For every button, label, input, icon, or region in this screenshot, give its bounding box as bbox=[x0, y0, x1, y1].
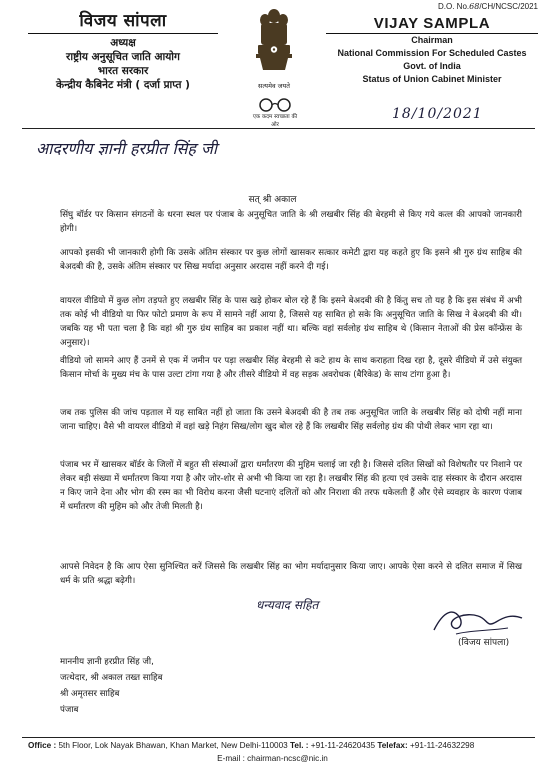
office-address: 5th Floor, Lok Nayak Bhawan, Khan Market, New Delhi-110003 bbox=[58, 741, 288, 750]
status-hindi: केन्द्रीय कैबिनेट मंत्री ( दर्जा प्राप्त ) bbox=[56, 79, 190, 91]
paragraph-3: वायरल वीडियो में कुछ लोग तड़पते हुए लखबीर सिंह के पास खड़े होकर बोल रहे हैं कि इसने बेअदबी की है किंतु सच तो यह है कि इस संबंध में अभी तक कोई भी वीडियो या फिर फोटो प्रमाण के रूप में सामने नहीं आया है, जिससे यह साबित हो सके कि अनुसूचित जाति के सिख ने बेअदबी की थी। जबकि यह भी पता चला है कि वहां श्री गुरु ग्रंथ साहिब का प्रकाश नहीं था। बल्कि वहां सर्वलोह ग्रंथ साहिब थे (किसान नेताओं की प्रेस कॉन्फ्रेंस के अनुसार)। bbox=[60, 296, 522, 348]
fax-label: Telefax: bbox=[377, 741, 408, 750]
govt-hindi: भारत सरकार bbox=[97, 65, 149, 77]
office-label: Office : bbox=[28, 741, 57, 750]
greeting: सत् श्री अकाल bbox=[248, 195, 297, 205]
footer-divider bbox=[22, 737, 535, 738]
letterhead-divider bbox=[22, 128, 535, 129]
fax-number: +91-11-24632298 bbox=[409, 741, 475, 750]
paragraph-6: पंजाब भर में खासकर बॉर्डर के जिलों में बहुत सी संस्थाओं द्वारा धर्मांतरण की मुहिम चलाई जा रही है। जिससे दलित सिखों को विशेषतौर पर निशाने पर लेकर बड़ी संख्या में धर्मांतरण किया गया है और जोर-शोर से अभी भी किया जा रहा है। लखबीर सिंह की हत्या एवं उसके दाह संस्कार के दौरान अरदास न किए जाने देना और भोग की रस्म का भी विरोध करना जैसी घटनाएं दलितों को और निराशा की तरफ धकेलती हैं और ऐसे व्यवहार के कारण पंजाब में धर्मांतरण की मुहिम को और तेजी मिलती है। bbox=[60, 460, 522, 512]
ref-prefix: D.O. No. bbox=[438, 2, 470, 11]
reference-number bbox=[326, 2, 538, 11]
govt-english: Govt. of India bbox=[403, 61, 461, 71]
paragraph-4: वीडियो जो सामने आए हैं उनमें से एक में जमीन पर पड़ा लखबीर सिंह बेरहमी से कटे हाथ के साथ कराहता दिख रहा है, दूसरे वीडियो में उसे संयुक्त किसान मोर्चा के मुख्य मंच के पास उल्टा टांगा गया है और तीसरे वीडियो में वह सड़क अवरोधक (बैरिकेड) के साथ टांगा हुआ है। bbox=[60, 356, 522, 380]
sender-name-english: VIJAY SAMPLA bbox=[326, 15, 538, 34]
closing: धन्यवाद सहित bbox=[256, 598, 319, 612]
recipient-address bbox=[60, 654, 163, 718]
recipient-line-1: माननीय ज्ञानी हरप्रीत सिंह जी, bbox=[60, 657, 154, 667]
ref-suffix: /CH/NCSC/2021 bbox=[479, 2, 538, 11]
status-english: Status of Union Cabinet Minister bbox=[362, 74, 502, 84]
salutation: आदरणीय ज्ञानी हरप्रीत सिंह जी bbox=[36, 139, 218, 158]
glasses-caption: एक कदम स्वच्छता की ओर bbox=[252, 114, 298, 128]
commission-english: National Commission For Scheduled Castes bbox=[337, 48, 527, 58]
emblem-motto: सत्यमेव जयते bbox=[258, 82, 290, 90]
designation-hindi: अध्यक्ष bbox=[110, 37, 136, 49]
footer-email: E-mail : chairman-ncsc@nic.in bbox=[217, 754, 328, 763]
sender-name-hindi: विजय सांपला bbox=[28, 8, 218, 34]
paragraph-2: आपको इसकी भी जानकारी होगी कि उसके अंतिम संस्कार पर कुछ लोगों खासकर सत्कार कमेटी द्वारा यह कहते हुए कि इसने श्री गुरु ग्रंथ साहिब की बेअदबी की है, उसके अंतिम संस्कार पर सिख मर्यादा अनुसार अरदास नहीं करने दी गई। bbox=[60, 248, 522, 272]
recipient-line-3: श्री अमृतसर साहिब bbox=[60, 689, 120, 699]
footer-contact bbox=[28, 741, 474, 750]
ref-number: 68 bbox=[469, 2, 480, 11]
letterhead-hindi bbox=[28, 8, 218, 92]
tel-label: Tel. : bbox=[290, 741, 309, 750]
paragraph-1: सिंघु बॉर्डर पर किसान संगठनों के धरना स्थल पर पंजाब के अनुसूचित जाति के श्री लखबीर सिंह की बेरहमी से किए गये कत्ल की आपको जानकारी होगी। bbox=[60, 210, 522, 234]
recipient-line-2: जत्थेदार, श्री अकाल तख्त साहिब bbox=[60, 673, 163, 683]
signer-name: (विजय सांपला) bbox=[458, 638, 510, 648]
recipient-line-4: पंजाब bbox=[60, 705, 79, 715]
glasses-graphic bbox=[255, 98, 295, 112]
swachh-bharat-glasses-icon bbox=[250, 98, 300, 128]
designation-english: Chairman bbox=[411, 35, 453, 45]
letterhead-english bbox=[326, 2, 538, 86]
paragraph-5: जब तक पुलिस की जांच पड़ताल में यह साबित नहीं हो जाता कि उसने बेअदबी की है तब तक अनुसूचित जाति के लखबीर सिंह को दोषी नहीं माना जाना चाहिए। वैसे भी वायरल वीडियो में वहां खड़े निहंग सिख/लोग खुद बोल रहे हैं कि लखबीर सिंह सर्वलोह ग्रंथ की पोथी लेकर भाग रहा था। bbox=[60, 408, 522, 432]
letter-date: 18/10/2021 bbox=[392, 106, 483, 122]
ashoka-emblem-graphic bbox=[252, 6, 296, 80]
commission-hindi: राष्ट्रीय अनुसूचित जाति आयोग bbox=[66, 51, 180, 63]
ashoka-emblem-icon bbox=[248, 6, 300, 90]
tel-number: +91-11-24620435 bbox=[310, 741, 376, 750]
paragraph-7: आपसे निवेदन है कि आप ऐसा सुनिश्चित करें जिससे कि लखबीर सिंह का भोग मर्यादानुसार किया जाए। आपके ऐसा करने से दलित समाज में सिख धर्म के प्रति श्रद्धा बढ़ेगी। bbox=[60, 562, 522, 586]
